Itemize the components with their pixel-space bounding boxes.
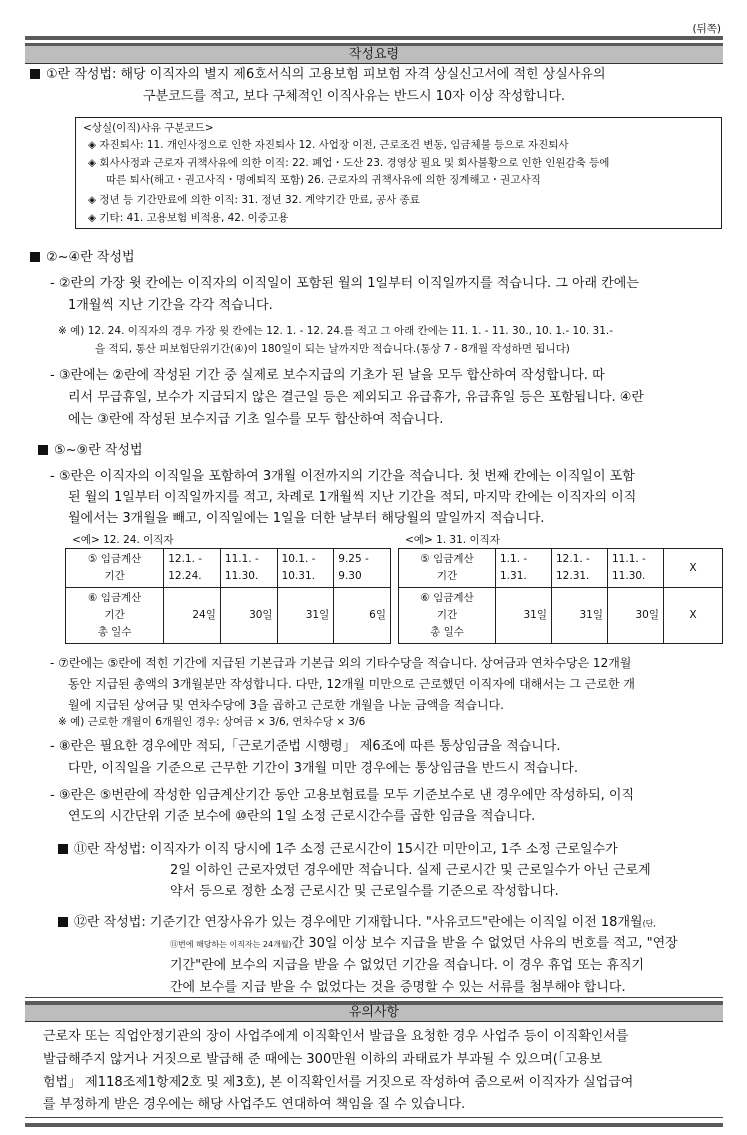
sec12-small-text: (단, [642, 919, 656, 928]
row-header [66, 588, 164, 644]
sec3-heading-text: ⑤~⑨란 작성법 [54, 443, 143, 458]
text: ⑤ 임금계산 [420, 553, 474, 565]
example-caption: <예> 12. 24. 이직자 [72, 534, 174, 546]
days-cell: 31일 [496, 588, 552, 644]
text: ⑥ 임금계산 [87, 592, 142, 604]
section-title-band [25, 46, 723, 64]
divider [25, 1123, 723, 1127]
days-cell: X [664, 588, 723, 644]
text: 총 일수 [97, 626, 132, 638]
sec12-label: ⑫란 작성법: [74, 915, 146, 930]
sec3-p7-line: 동안 지급된 총액의 3개월분만 작성합니다. 다만, 12개월 미만으로 근로했던 이직자에 대해서는 그 근로한 개 [68, 677, 635, 691]
code-item-cont: 따른 퇴사(해고・권고사직・명예퇴직 포함) 26. 근로자의 귀책사유에 의한 징계해고・권고사직 [106, 174, 541, 186]
sec1-label: ①란 작성법: [46, 67, 117, 82]
period-cell [608, 549, 664, 588]
days-cell: 6일 [334, 588, 391, 644]
sec12-line: 기간"란에 보수의 지급을 받을 수 없었던 기간을 적습니다. 이 경우 휴업 또는 휴직기 [170, 958, 645, 973]
sec1-line1 [30, 67, 606, 83]
text [66, 549, 391, 644]
example-caption: <예> 1. 31. 이직자 [405, 534, 500, 546]
text: 12.1. - [168, 553, 203, 565]
period-cell [164, 549, 221, 588]
sec3-p7-line: 월에 지급된 상여금 및 연차수당에 3을 곱하고 근로한 개월을 나눈 금액을 적습니다. [68, 698, 504, 712]
table-row [66, 549, 391, 588]
days-cell: 31일 [552, 588, 608, 644]
notice-line: 를 부정하게 받은 경우에는 해당 사업주도 연대하여 책임을 질 수 있습니다. [43, 1097, 466, 1112]
page-title: 작성요령 [348, 47, 400, 62]
period-cell: X [664, 549, 723, 588]
text: 1.1. - [500, 553, 528, 565]
sec2-heading [30, 250, 135, 266]
table-row [399, 549, 723, 588]
sec11-text: 이직자가 이직 당시에 1주 소정 근로시간이 15시간 미만이고, 1주 소정 근로일수가 [149, 842, 618, 857]
text: 1.31. [500, 570, 527, 582]
sec2-note-line: 을 적되, 통산 피보험단위기간(④)이 180일이 되는 날까지만 적습니다.(통상 7 - 8개월 작성하면 됩니다) [95, 343, 570, 355]
text: 9.30 [338, 570, 362, 582]
sec3-p9-line: - ⑨란은 ⑤번란에 작성한 임금계산기간 동안 고용보험료를 모두 기준보수로 낸 경우에만 작성하되, 이직 [50, 788, 635, 803]
text: 기간 [104, 609, 125, 621]
text: 10.1. - [281, 553, 316, 565]
text: 기간 [436, 609, 458, 621]
sec3-p5-line: - ⑤란은 이직자의 이직일을 포함하여 3개월 이전까지의 기간을 적습니다. 첫 번째 칸에는 이직일이 포함 [50, 469, 635, 484]
notice-title: 유의사항 [348, 1005, 400, 1020]
text: ⑤ 임금계산 [87, 553, 142, 565]
square-bullet-icon [38, 445, 48, 455]
table-row [66, 588, 391, 644]
text: 총 일수 [430, 626, 464, 638]
code-item: ◈ 기타: 41. 고용보험 비적용, 42. 이중고용 [88, 212, 289, 224]
period-cell [334, 549, 391, 588]
sec11-line: 약서 등으로 정한 소정 근로시간 및 근로일수를 기준으로 작성합니다. [170, 884, 559, 899]
square-bullet-icon [30, 69, 40, 79]
days-cell: 30일 [608, 588, 664, 644]
text: 12.24. [168, 570, 202, 582]
period-cell [220, 549, 277, 588]
page-side-label: (뒤쪽) [692, 23, 721, 35]
sec1-text: 해당 이직자의 별지 제6호서식의 고용보험 피보험 자격 상실신고서에 적힌 상실사유의 [120, 67, 606, 82]
notice-line: 근로자 또는 직업안정기관의 장이 사업주에게 이직확인서 발급을 요청한 경우 사업주 등이 이직확인서를 [43, 1029, 629, 1044]
code-item: ◈ 자진퇴사: 11. 개인사정으로 인한 자진퇴사 12. 사업장 이전, 근로조건 변동, 임금체불 등으로 자진퇴사 [88, 139, 569, 151]
notice-line: 발급해주지 않거나 거짓으로 발급해 준 때에는 300만원 이하의 과태료가 부과될 수 있으며(「고용보 [43, 1052, 603, 1067]
sec3-p8-line: 다만, 이직일을 기준으로 근무한 기간이 3개월 미만 경우에는 통상임금을 반드시 적습니다. [68, 761, 578, 776]
sec11-label: ⑪란 작성법: [74, 842, 146, 857]
sec12-line: 간에 보수를 지급 받을 수 없었다는 것을 증명할 수 있는 서류를 첨부해야 합니다. [170, 980, 626, 995]
sec2-note-line: ※ 예) 12. 24. 이직자의 경우 가장 윗 칸에는 12. 1. - 12. 24.를 적고 그 아래 칸에는 11. 1. - 11. 30., 10. 1.- 10. 31.- [58, 325, 614, 337]
row-header [399, 549, 496, 588]
sec2-p1-line: 1개월씩 지난 기간을 각각 적습니다. [68, 298, 273, 313]
sec2-heading-text: ②~④란 작성법 [46, 250, 135, 265]
sec2-p2-line: 리서 무급휴일, 보수가 지급되지 않은 결근일 등은 제외되고 유급휴가, 유급휴일 등은 포함됩니다. ④란 [68, 390, 644, 405]
period-cell [552, 549, 608, 588]
sec3-p7-line: - ⑦란에는 ⑤란에 적힌 기간에 지급된 기본급과 기본급 외의 기타수당을 적습니다. 상여금과 연차수당은 12개월 [50, 656, 632, 670]
sec3-p5-line: 월에서는 3개월을 빼고, 이직일에는 1일을 더한 날부터 해당월의 말일까지 적습니다. [68, 511, 545, 526]
text: 9.25 - [338, 553, 369, 565]
example-table-2 [398, 548, 723, 644]
sec3-p9-line: 연도의 시간단위 기준 보수에 ⑩란의 1일 소정 근로시간수를 곱한 임금을 적습니다. [68, 809, 536, 824]
text: 11.1. - [612, 553, 646, 565]
sec12-text: 기준기간 연장사유가 있는 경우에만 기재합니다. "사유코드"란에는 이직일 이전 18개월 [149, 915, 643, 930]
days-cell: 30일 [220, 588, 277, 644]
text: 11.30. [224, 570, 259, 582]
row-header [399, 588, 496, 644]
text: 12.31. [556, 570, 590, 582]
sec2-p1-line: - ②란의 가장 윗 칸에는 이직자의 이직일이 포함된 월의 1일부터 이직일까지를 적습니다. 그 아래 칸에는 [50, 276, 639, 291]
code-item: ◈ 정년 등 기간만료에 의한 이직: 31. 정년 32. 계약기간 만료, 공사 종료 [88, 194, 420, 206]
row-header [66, 549, 164, 588]
square-bullet-icon [30, 252, 40, 262]
example-table-1 [65, 548, 391, 644]
sec12-small-text: ⑪번에 해당하는 이직자는 24개월) [170, 940, 292, 949]
sec3-p8-line: - ⑧란은 필요한 경우에만 적되,「근로기준법 시행령」 제6조에 따른 통상임금을 적습니다. [50, 739, 561, 754]
sec12-line1 [58, 915, 656, 932]
divider [25, 36, 723, 40]
divider [25, 997, 723, 998]
sec3-p5-line: 된 월의 1일부터 이직일까지를 적고, 차례로 1개월씩 지난 기간을 적되, 마지막 칸에는 이직자의 이직 [68, 490, 637, 505]
text: 10.31. [281, 570, 315, 582]
sec2-p2-line: - ③란에는 ②란에 작성된 기간 중 실제로 보수지급의 기초가 된 날을 모두 합산하여 작성합니다. 따 [50, 368, 605, 383]
text [399, 549, 723, 644]
period-cell [277, 549, 334, 588]
sec12-line2 [170, 936, 678, 953]
code-item: ◈ 회사사정과 근로자 귀책사유에 의한 이직: 22. 폐업・도산 23. 경영상 필요 및 회사불황으로 인한 인원감축 등에 [88, 157, 610, 169]
period-cell [496, 549, 552, 588]
sec12-text: 간 30일 이상 보수 지급을 받을 수 없었던 사유의 번호를 적고, "연장 [291, 936, 678, 951]
notice-line: 험법」 제118조제1항제2호 및 제3호), 본 이직확인서를 거짓으로 작성하여 줌으로써 이직자가 실업급여 [43, 1075, 634, 1090]
sec1-line2: 구분코드를 적고, 보다 구체적인 이직사유는 반드시 10자 이상 작성합니다. [143, 89, 566, 104]
notice-title-band [25, 1005, 723, 1022]
square-bullet-icon [58, 844, 68, 854]
table-row [399, 588, 723, 644]
text: 11.30. [612, 570, 646, 582]
divider [25, 1117, 723, 1118]
text: 기간 [104, 570, 125, 582]
text: 12.1. - [556, 553, 590, 565]
sec3-heading [38, 443, 143, 459]
sec2-p2-line: 에는 ③란에 작성된 보수지급 기초 일수를 모두 합산하여 적습니다. [68, 412, 444, 427]
days-cell: 24일 [164, 588, 221, 644]
sec11-line: 2일 이하인 근로자였던 경우에만 적습니다. 실제 근로시간 및 근로일수가 아닌 근로계 [170, 863, 651, 878]
text: 기간 [436, 570, 458, 582]
text: 11.1. - [224, 553, 259, 565]
text: ⑥ 임금계산 [420, 592, 474, 604]
sec11-line1 [58, 842, 618, 858]
square-bullet-icon [58, 917, 68, 927]
days-cell: 31일 [277, 588, 334, 644]
sec3-note7: ※ 예) 근로한 개월이 6개월인 경우: 상여금 × 3/6, 연차수당 × 3/6 [58, 716, 366, 728]
codes-title: <상실(이직)사유 구분코드> [83, 122, 214, 134]
